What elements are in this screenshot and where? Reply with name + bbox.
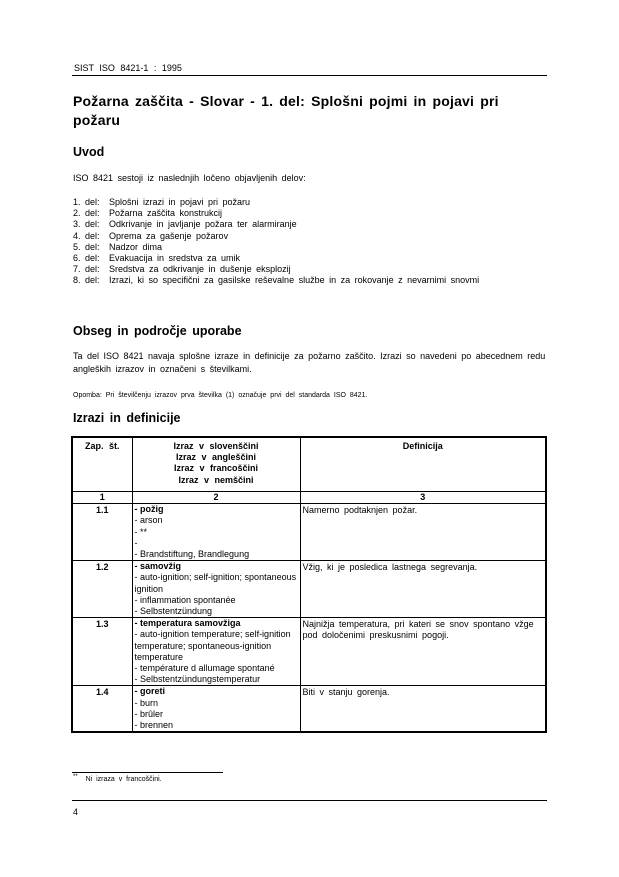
table-row — [72, 686, 546, 732]
terms-heading: Izrazi in definicije — [73, 411, 181, 425]
list-item — [73, 253, 543, 264]
part-number: 6. del: — [73, 253, 100, 264]
list-item — [73, 231, 543, 242]
term-english: - arson — [134, 515, 163, 526]
part-number: 7. del: — [73, 264, 100, 275]
intro-heading: Uvod — [73, 145, 105, 159]
list-item — [73, 242, 543, 253]
list-item — [73, 219, 543, 230]
part-number: 1. del: — [73, 197, 100, 207]
header-slovenian: Izraz v slovenščini — [173, 441, 259, 451]
column-index: 1 — [72, 492, 132, 504]
term-slovenian: - požig — [134, 504, 164, 515]
term-definition: Vžig, ki je posledica lastnega segrevanja. — [300, 561, 546, 618]
table-header-row — [72, 437, 546, 492]
term-french: - température d allumage spontané — [134, 663, 275, 674]
term-cell — [132, 686, 300, 732]
footer-rule — [72, 800, 547, 801]
part-title: Evakuacija in sredstva za umik — [109, 253, 241, 264]
term-number: 1.1 — [72, 504, 132, 561]
term-cell — [132, 504, 300, 561]
term-german: - Selbstentzündungstemperatur — [134, 674, 261, 685]
list-item — [73, 275, 543, 286]
term-definition: Namerno podtaknjen požar. — [300, 504, 546, 561]
term-number: 1.3 — [72, 618, 132, 686]
term-blank: - — [134, 537, 138, 548]
term-definition: Biti v stanju gorenja. — [300, 686, 546, 732]
term-slovenian: - samovžig — [134, 561, 182, 572]
document-title: Požarna zaščita - Slovar - 1. del: Splošni pojmi in pojavi pri požaru — [73, 93, 499, 128]
term-french: - ** — [134, 526, 148, 537]
header-english: Izraz v angleščini — [175, 452, 257, 463]
footnote — [73, 776, 162, 783]
term-english: - auto-ignition temperature; self-ignition temperature; spontaneous-ignition temperature — [134, 629, 291, 662]
terms-table — [71, 436, 547, 733]
list-item — [73, 208, 543, 219]
header-german: Izraz v nemščini — [178, 474, 254, 485]
term-number: 1.4 — [72, 686, 132, 732]
scope-text: Ta del ISO 8421 navaja splošne izraze in definicije za požarno zaščito. Izrazi so navedeni po abecednem redu angleških izrazov in označeni s številkami. — [73, 351, 546, 374]
part-number: 4. del: — [73, 230, 100, 241]
part-title: Odkrivanje in javljanje požara ter alarmiranje — [109, 219, 297, 230]
part-title: Oprema za gašenje požarov — [109, 230, 229, 241]
scope-heading: Obseg in področje uporabe — [73, 324, 242, 338]
part-title: Nadzor dima — [109, 241, 163, 252]
term-cell — [132, 618, 300, 686]
footnote-text: Ni izraza v francoščini. — [85, 776, 162, 783]
document-identifier: SIST ISO 8421-1 : 1995 — [74, 63, 182, 73]
term-german: - Brandstiftung, Brandlegung — [134, 549, 250, 560]
footnote-mark: ** — [73, 774, 78, 780]
header-number: Zap. št. — [72, 437, 132, 492]
part-title: Splošni izrazi in pojavi pri požaru — [109, 197, 251, 207]
part-number: 2. del: — [73, 208, 100, 219]
term-cell — [132, 561, 300, 618]
part-title: Požarna zaščita konstrukcij — [109, 208, 223, 219]
term-number: 1.2 — [72, 561, 132, 618]
table-row — [72, 561, 546, 618]
part-number: 5. del: — [73, 241, 100, 252]
table-row — [72, 618, 546, 686]
header-rule — [72, 75, 547, 76]
term-english: - burn — [134, 697, 159, 708]
term-french: - inflammation spontanée — [134, 594, 236, 605]
header-french: Izraz v francoščini — [173, 463, 259, 474]
term-french: - brûler — [134, 708, 164, 719]
scope-note: Opomba: Pri številčenju izrazov prva številka (1) označuje prvi del standarda ISO 8421. — [73, 392, 368, 399]
header-terms — [132, 437, 300, 492]
column-index: 3 — [300, 492, 546, 504]
page-number: 4 — [73, 807, 79, 817]
part-number: 3. del: — [73, 219, 100, 230]
header-definition: Definicija — [300, 437, 546, 492]
footnote-rule — [72, 772, 223, 773]
term-definition: Najnižja temperatura, pri kateri se snov spontano vžge pod določenimi preskusnimi pogoji. — [300, 618, 546, 686]
table-row — [72, 504, 546, 561]
list-item — [73, 264, 543, 275]
term-german: - brennen — [134, 720, 174, 731]
part-number: 8. del: — [73, 275, 100, 286]
intro-lead: ISO 8421 sestoji iz naslednjih ločeno objavljenih delov: — [73, 173, 306, 183]
term-slovenian: - goreti — [134, 686, 165, 697]
column-index: 2 — [132, 492, 300, 504]
part-title: Izrazi, ki so specifični za gasilske reševalne službe in za rokovanje z nevarnimi snovmi — [109, 275, 480, 286]
term-english: - auto-ignition; self-ignition; spontaneous ignition — [134, 572, 297, 594]
parts-list — [73, 197, 543, 287]
term-slovenian: - temperatura samovžiga — [134, 618, 241, 629]
term-german: - Selbstentzündung — [134, 606, 213, 617]
column-index-row — [72, 492, 546, 504]
list-item — [73, 197, 543, 208]
part-title: Sredstva za odkrivanje in dušenje eksplozij — [109, 264, 291, 275]
